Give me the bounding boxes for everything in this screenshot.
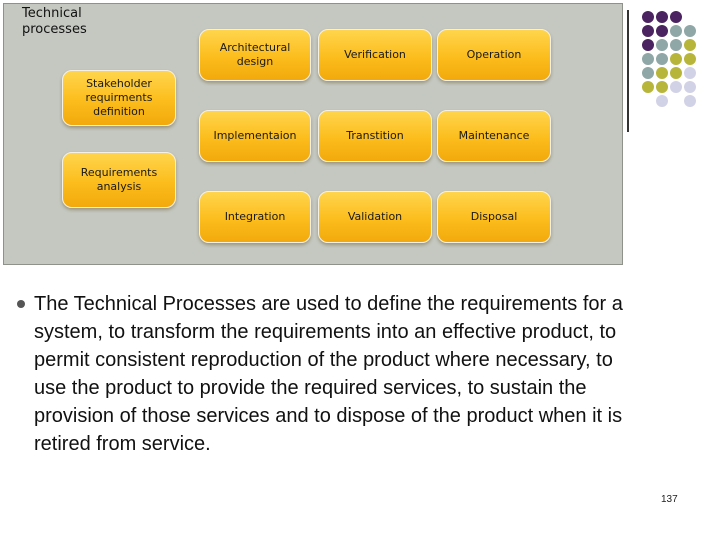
decorative-dot	[642, 81, 654, 93]
decorative-dot	[656, 11, 668, 23]
decorative-dot	[684, 81, 696, 93]
bullet-icon	[17, 300, 25, 308]
decorative-dot	[656, 53, 668, 65]
validation-box: Validation	[318, 191, 432, 243]
integration-box: Integration	[199, 191, 311, 243]
decorative-dot	[670, 67, 682, 79]
decorative-dot	[642, 53, 654, 65]
transition-box: Transtition	[318, 110, 432, 162]
decorative-dot	[656, 81, 668, 93]
decorative-dot	[656, 39, 668, 51]
vertical-divider	[627, 10, 629, 132]
decorative-dot	[670, 39, 682, 51]
requirements-analysis-box: Requirements analysis	[62, 152, 176, 208]
decorative-dot	[670, 25, 682, 37]
decorative-dot	[670, 53, 682, 65]
decorative-dot	[684, 53, 696, 65]
decorative-dot	[670, 81, 682, 93]
decorative-dot	[642, 11, 654, 23]
architectural-design-box: Architectural design	[199, 29, 311, 81]
technical-processes-diagram	[3, 3, 623, 265]
decorative-dot	[642, 39, 654, 51]
bullet-paragraph: The Technical Processes are used to define the requirements for a system, to transform the requirements into an effective product, to permit consistent reproduction of the product where necessary, to use the product to provide the required services, to sustain the provision of those services and to dispose of the product when it is retired from service.	[34, 293, 623, 455]
decorative-dot	[642, 25, 654, 37]
decorative-dot	[684, 39, 696, 51]
verification-box: Verification	[318, 29, 432, 81]
decorative-dot	[684, 95, 696, 107]
decorative-dot	[642, 67, 654, 79]
decorative-dot	[656, 25, 668, 37]
decorative-dot	[670, 11, 682, 23]
operation-box: Operation	[437, 29, 551, 81]
decorative-dot	[656, 67, 668, 79]
maintenance-box: Maintenance	[437, 110, 551, 162]
diagram-title: Technical processes	[22, 6, 87, 37]
decorative-dot	[684, 25, 696, 37]
decorative-dot	[684, 67, 696, 79]
page-number: 137	[661, 494, 678, 505]
implementation-box: Implementaion	[199, 110, 311, 162]
decorative-dot	[656, 95, 668, 107]
disposal-box: Disposal	[437, 191, 551, 243]
stakeholder-requirements-box: Stakeholder requirments definition	[62, 70, 176, 126]
